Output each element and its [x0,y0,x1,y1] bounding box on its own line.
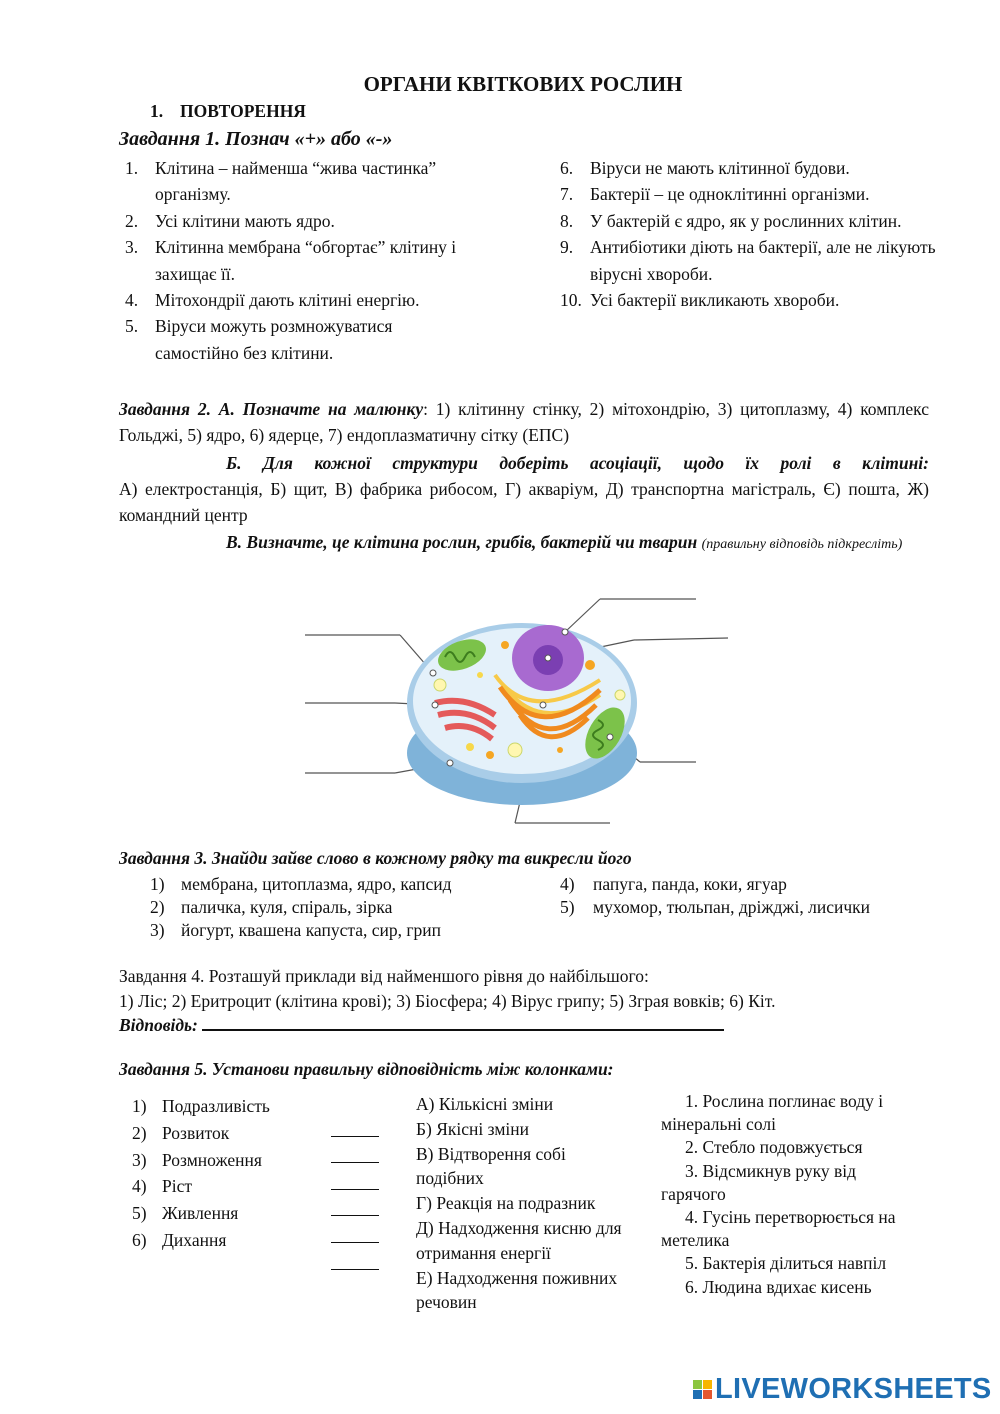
task4-heading: Завдання 4. Розташуй приклади від найменшого рівня до найбільшого: [119,966,649,986]
list-item: 2. Усі клітини мають ядро. [125,210,335,231]
list-item: 2) паличка, куля, спіраль, зірка [150,897,393,917]
list-item: 10. Усі бактерії викликають хвороби. [560,290,840,311]
task2-part-a [119,396,929,448]
answer-blank[interactable] [331,1243,379,1270]
task2-part-b [119,450,929,528]
answer-blank[interactable] [331,1110,379,1137]
logo-icon [693,1380,712,1399]
logo-text: LIVEWORKSHEETS [715,1372,992,1405]
list-item: А) Кількісні зміни [416,1094,554,1114]
answer-line[interactable] [202,1013,724,1031]
answer-blank[interactable] [331,1163,379,1190]
task4-answer [119,1013,775,1038]
list-item: 4) папуга, панда, коки, ягуар [560,874,787,894]
task2-b-heading: Б. Для кожної структури доберіть асоціації, щодо їх ролі в клітині: [226,453,929,473]
section-number: 1. [150,101,164,121]
task2-a-text: : 1) клітинну стінку, 2) мітохондрію, 3) цитоплазму, 4) комплекс Гольджі, 5) ядро, 6) ядерце, 7) ендоплазматичну сітку (ЕПС) [119,399,929,445]
list-item: 7. Бактерії – це одноклітинні організми. [560,184,870,205]
list-item: Е) Надходження поживних речовин [416,1267,618,1313]
answer-blank[interactable] [331,1190,379,1217]
task3-left-list [150,873,550,942]
list-item: 1. Рослина поглинає воду і мінеральні солі [661,1091,884,1135]
list-item: 4) Ріст [132,1176,193,1197]
list-item: 6) Дихання [132,1229,227,1250]
list-item: 1) Подразливість [132,1096,270,1116]
task1-right-list [560,155,940,313]
list-item: 5) мухомор, тюльпан, дріжджі, лисички [560,897,871,917]
list-item: Г) Реакція на подразник [416,1193,596,1214]
task3-right-list [560,873,940,919]
list-item: 5) Живлення [132,1203,239,1224]
list-item: 1. Клітина – найменша “жива частинка” організму. [125,158,437,205]
task1-heading: Завдання 1. Познач «+» або «-» [119,128,393,150]
task2-part-c [119,530,929,557]
task2-a-heading: Завдання 2. А. Позначте на малюнку [119,399,424,419]
list-item: 6. Віруси не мають клітинної будови. [560,158,850,178]
task5-col3 [661,1090,916,1299]
list-item: Д) Надходження кисню для отримання енергії [416,1217,622,1263]
task2-b-text: А) електростанція, Б) щит, В) фабрика рибосом, Г) акваріум, Д) транспортна магістраль, Є) пошта, Ж) командний центр [119,479,929,525]
task5-answer-blanks [331,1110,379,1270]
task2-c-heading: В. Визначте, це клітина рослин, грибів, бактерій чи тварин [226,532,698,552]
list-item: 3. Відсмикнув руку від гарячого [661,1160,857,1204]
list-item: 3. Клітинна мембрана “обгортає” клітину і захищає її. [125,237,457,284]
animal-cell-illustration [300,575,735,830]
list-item: 4. Мітохондрії дають клітині енергію. [125,290,420,311]
page-title: ОРГАНИ КВІТКОВИХ РОСЛИН [363,72,683,96]
list-item: 1) мембрана, цитоплазма, ядро, капсид [150,874,452,894]
list-item: 5. Віруси можуть розмножуватися самостійно без клітини. [125,316,393,363]
list-item: 2. Стебло подовжується [685,1137,863,1158]
task5-col1 [132,1093,270,1254]
answer-blank[interactable] [331,1137,379,1164]
task5-col2 [416,1092,631,1315]
task3-heading: Завдання 3. Знайди зайве слово в кожному рядку та викресли його [119,848,632,868]
task5-heading: Завдання 5. Установи правильну відповідність між колонками: [119,1059,614,1079]
list-item: 3) Розмноження [132,1149,262,1170]
liveworksheets-logo [693,1374,992,1404]
list-item: 3) йогурт, квашена капуста, сир, грип [150,920,442,940]
section-label: ПОВТОРЕННЯ [180,101,306,121]
section-heading [150,101,306,122]
list-item: 9. Антибіотики діють на бактерії, але не лікують вірусні хвороби. [560,237,936,284]
list-item: 6. Людина вдихає кисень [685,1276,872,1297]
task2-c-note: (правильну відповідь підкресліть) [701,537,903,552]
answer-blank[interactable] [331,1216,379,1243]
answer-label: Відповідь: [119,1015,198,1035]
task1-left-list [125,155,510,366]
list-item: 5. Бактерія ділиться навпіл [685,1253,887,1274]
list-item: 8. У бактерій є ядро, як у рослинних клітин. [560,210,902,231]
list-item: 2) Розвиток [132,1122,230,1143]
list-item: В) Відтворення собі подібних [416,1143,566,1189]
list-item: 4. Гусінь перетворюється на метелика [661,1207,896,1251]
task4-items: 1) Ліс; 2) Еритроцит (клітина крові); 3) Біосфера; 4) Вірус грипу; 5) Зграя вовків; 6) Кіт. [119,990,776,1011]
cell-diagram [300,575,735,830]
task4 [119,964,775,1038]
list-item: Б) Якісні зміни [416,1118,529,1139]
